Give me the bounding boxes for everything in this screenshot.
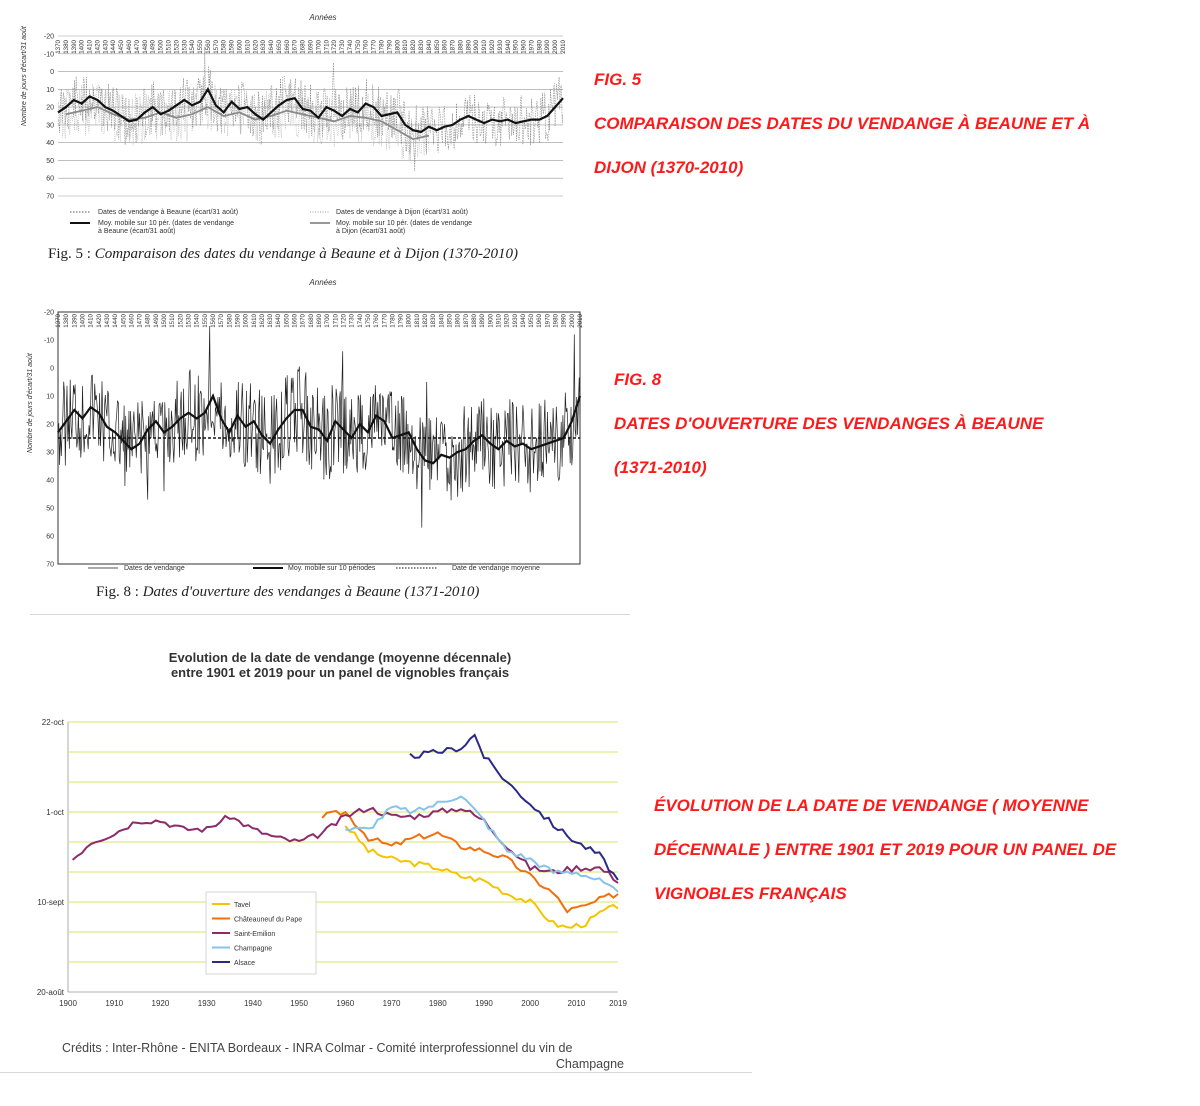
fig5-annual-dates <box>58 47 563 171</box>
evolution-y-tick: 22-oct <box>41 718 64 727</box>
fig5-year-tick: 1860 <box>441 40 449 54</box>
fig5-side-title-line-3: DIJON (1370-2010) <box>594 158 744 177</box>
fig8-year-tick: 1800 <box>405 314 413 328</box>
fig8-year-tick: 2010 <box>577 314 584 328</box>
fig5-year-tick: 1670 <box>291 40 299 54</box>
evolution-x-tick-labels <box>59 999 627 1008</box>
fig8-year-tick: 1750 <box>364 314 372 328</box>
fig8-year-tick: 1860 <box>454 314 462 328</box>
fig8-annual-line <box>59 326 580 528</box>
fig5-year-tick: 1700 <box>315 40 323 54</box>
fig8-year-tick: 1970 <box>544 314 552 328</box>
fig8-y-tick: -20 <box>43 309 54 317</box>
fig5-legend <box>70 209 472 235</box>
fig5-year-tick: 1370 <box>55 40 62 54</box>
fig8-y-tick: 70 <box>46 561 54 569</box>
evolution-title <box>0 650 680 680</box>
fig8-y-tick: 0 <box>50 365 54 373</box>
fig8-year-tick: 1590 <box>234 314 242 328</box>
evolution-side-title-line-2: DÉCENNALE ) ENTRE 1901 ET 2019 POUR UN PANEL DE <box>654 840 1117 859</box>
evolution-x-tick: 1910 <box>105 999 124 1008</box>
fig5-legend-beaune-mm-2: à Beaune (écart/31 août) <box>98 228 176 235</box>
fig8-year-tick: 1470 <box>136 314 144 328</box>
fig8-annual-dates <box>59 326 580 528</box>
fig5-y-tick: 0 <box>50 69 54 77</box>
fig8-year-tick: 1490 <box>152 314 160 328</box>
fig5-y-tick: 40 <box>46 140 54 148</box>
fig5-y-tick: -20 <box>43 33 54 41</box>
fig8-year-tick: 1480 <box>144 314 152 328</box>
evolution-y-tick-labels <box>37 718 65 997</box>
fig8-year-tick: 1540 <box>193 314 201 328</box>
fig8-year-tick: 1730 <box>348 314 356 328</box>
fig8-year-tick: 1640 <box>275 314 283 328</box>
fig8-y-axis-label: Nombre de jours d'écart/31 août <box>27 353 34 453</box>
evolution-legend-label-tavel: Tavel <box>234 902 251 909</box>
evolution-line-chateauneuf <box>322 811 618 912</box>
fig8-year-tick: 1530 <box>185 314 193 328</box>
fig8-year-tick: 1880 <box>470 314 478 328</box>
fig5-year-tick: 1820 <box>410 40 418 54</box>
evolution-legend-label-alsace: Alsace <box>234 960 256 967</box>
fig5-side-title-line-1: FIG. 5 <box>594 70 642 89</box>
fig5-year-tick: 1970 <box>528 40 536 54</box>
fig8-year-tick: 1460 <box>128 314 136 328</box>
evolution-chart <box>20 712 640 1018</box>
fig5-caption <box>48 246 518 263</box>
fig5-year-tick: 1560 <box>204 40 212 54</box>
fig5-legend-beaune-mm: Moy. mobile sur 10 pér. (dates de vendange <box>98 220 235 227</box>
fig8-year-tick: 1410 <box>87 314 95 328</box>
fig5-year-tick: 1440 <box>110 40 118 54</box>
fig5-caption-text: Comparaison des dates du vendange à Beaune et à Dijon (1370-2010) <box>94 246 518 262</box>
fig5-year-tick: 1850 <box>433 40 441 54</box>
fig5-year-tick: 1770 <box>370 40 378 54</box>
fig5-year-tick: 1550 <box>197 40 205 54</box>
fig5-year-tick: 1520 <box>173 40 181 54</box>
evolution-x-tick: 1980 <box>428 999 447 1008</box>
fig8-side-title-line-3: (1371-2010) <box>614 458 707 477</box>
fig5-year-tick: 1710 <box>323 40 331 54</box>
fig5-year-tick: 1730 <box>339 40 347 54</box>
fig8-side-title-line-2: DATES D'OUVERTURE DES VENDANGES À BEAUNE <box>614 414 1044 433</box>
fig8-year-tick: 1560 <box>209 314 217 328</box>
fig8-year-tick: 1380 <box>63 314 71 328</box>
fig5-y-axis-label: Nombre de jours d'écart/31 août <box>21 26 28 126</box>
evolution-x-tick: 2010 <box>567 999 586 1008</box>
fig5-year-tick: 1400 <box>78 40 86 54</box>
fig5-year-tick: 1720 <box>331 40 339 54</box>
fig8-year-tick: 1610 <box>250 314 258 328</box>
fig8-year-tick: 1520 <box>177 314 185 328</box>
fig5-legend-dijon-dates: Dates de vendange à Dijon (écart/31 août) <box>336 209 468 216</box>
fig5-year-tick: 1590 <box>228 40 236 54</box>
fig8-year-tick: 1420 <box>95 314 103 328</box>
fig5-year-tick: 1790 <box>386 40 394 54</box>
evolution-x-tick: 1960 <box>336 999 355 1008</box>
evolution-legend-label-chateauneuf: Châteauneuf du Pape <box>234 916 303 924</box>
evolution-line-tavel <box>345 826 618 928</box>
evolution-side-title-line-1: ÉVOLUTION DE LA DATE DE VENDANGE ( MOYENNE <box>654 796 1089 815</box>
evolution-x-tick: 1970 <box>382 999 401 1008</box>
fig5-year-tick: 1540 <box>189 40 197 54</box>
fig8-year-tick: 1960 <box>536 314 544 328</box>
fig8-year-tick: 1840 <box>438 314 446 328</box>
fig5-year-tick: 2010 <box>560 40 567 54</box>
fig5-year-tick: 1450 <box>118 40 126 54</box>
fig8-y-tick: 40 <box>46 477 54 485</box>
fig5-y-tick: 50 <box>46 157 54 165</box>
fig8-year-tick: 1850 <box>446 314 454 328</box>
fig8-year-tick: 1550 <box>201 314 209 328</box>
fig8-year-tick: 1690 <box>316 314 323 328</box>
fig8-year-tick: 1680 <box>307 314 315 328</box>
fig5-year-tick: 1830 <box>417 40 425 54</box>
fig5-year-tick: 1530 <box>181 40 189 54</box>
fig5-year-tick: 1640 <box>268 40 276 54</box>
fig5-year-tick: 1810 <box>402 40 410 54</box>
fig5-year-tick: 1690 <box>307 40 315 54</box>
fig5-legend-beaune-dates: Dates de vendange à Beaune (écart/31 août) <box>98 209 239 216</box>
fig8-caption-text: Dates d'ouverture des vendanges à Beaune (1371-2010) <box>142 584 480 600</box>
fig5-year-tick: 1990 <box>544 40 552 54</box>
fig8-year-tick: 1510 <box>169 314 177 328</box>
fig8-year-tick: 1440 <box>112 314 120 328</box>
fig5-side-title <box>594 58 1090 190</box>
fig8-top-axis-label: Années <box>309 278 337 287</box>
fig5-y-tick-labels <box>44 34 54 201</box>
fig5-y-tick: 10 <box>46 86 54 94</box>
fig5-year-tick: 1570 <box>212 40 220 54</box>
evolution-side-title-line-3: VIGNOBLES FRANÇAIS <box>654 884 847 903</box>
fig8-legend <box>88 565 540 572</box>
fig8-year-tick: 1400 <box>79 314 87 328</box>
fig8-year-tick: 1700 <box>324 314 332 328</box>
fig5-year-tick: 1380 <box>62 40 70 54</box>
fig5-year-tick: 1490 <box>149 40 157 54</box>
evolution-x-tick: 1940 <box>243 999 262 1008</box>
evolution-gridlines <box>68 722 618 992</box>
fig8-year-tick: 1990 <box>560 314 568 328</box>
fig5-year-tick: 1620 <box>252 40 260 54</box>
fig8-year-tick: 1870 <box>462 314 470 328</box>
fig8-year-tick: 1740 <box>356 314 364 328</box>
fig5-year-tick: 1890 <box>465 40 473 54</box>
fig5-y-tick: 60 <box>46 175 54 183</box>
fig8-year-tick: 2000 <box>568 314 576 328</box>
fig8-y-tick: 50 <box>46 505 54 513</box>
evolution-y-tick: 10-sept <box>37 898 64 907</box>
fig5-year-tick: 1480 <box>141 40 149 54</box>
fig8-side-title <box>614 358 1043 490</box>
fig8-year-tick: 1980 <box>552 314 560 328</box>
fig5-top-axis-label: Années <box>309 13 337 22</box>
evolution-series <box>73 735 618 928</box>
fig5-year-tick: 1930 <box>496 40 504 54</box>
fig5-y-tick: 30 <box>46 122 54 130</box>
fig8-year-tick: 1650 <box>283 314 291 328</box>
fig8-y-tick: 10 <box>46 393 54 401</box>
fig5-year-tick: 1900 <box>473 40 481 54</box>
fig8-y-tick-labels <box>44 310 54 569</box>
fig5-year-tick: 1750 <box>354 40 362 54</box>
fig8-caption <box>96 584 479 601</box>
fig8-year-tick: 1780 <box>389 314 397 328</box>
fig5-year-tick: 1410 <box>86 40 94 54</box>
evolution-legend-label-saint_emilion: Saint-Emilion <box>234 931 276 938</box>
fig5-year-tick: 1610 <box>244 40 252 54</box>
evolution-x-tick: 1900 <box>59 999 77 1008</box>
fig5-legend-dijon-mm-2: à Dijon (écart/31 août) <box>336 228 406 235</box>
fig5-year-tick: 1460 <box>126 40 134 54</box>
fig5-year-tick: 2000 <box>552 40 560 54</box>
fig8-caption-prefix: Fig. 8 : <box>96 584 143 600</box>
fig5-year-tick: 1740 <box>346 40 354 54</box>
fig8-year-tick: 1940 <box>519 314 527 328</box>
fig8-year-tick: 1660 <box>291 314 299 328</box>
fig5-year-tick: 1880 <box>457 40 465 54</box>
fig8-year-tick: 1950 <box>528 314 536 328</box>
fig5-year-tick: 1500 <box>157 40 165 54</box>
fig8-year-tick: 1500 <box>161 314 169 328</box>
fig8-year-tick: 1390 <box>71 314 79 328</box>
fig8-year-tick: 1370 <box>55 314 62 328</box>
fig5-year-tick: 1630 <box>260 40 268 54</box>
evolution-credits-line-1: Crédits : Inter-Rhône - ENITA Bordeaux - INRA Colmar - Comité interprofessionnel du vin de <box>62 1041 573 1055</box>
fig8-year-tick: 1890 <box>479 314 487 328</box>
fig5-year-tick: 1600 <box>236 40 244 54</box>
evolution-y-tick: 1-oct <box>46 808 64 817</box>
fig8-side-title-line-1: FIG. 8 <box>614 370 662 389</box>
fig5-year-tick: 1760 <box>362 40 370 54</box>
evolution-x-tick: 2000 <box>521 999 540 1008</box>
fig8-year-tick: 1830 <box>430 314 438 328</box>
evolution-x-tick: 1990 <box>475 999 493 1008</box>
fig5-year-tick-labels <box>55 39 567 53</box>
fig5-year-tick: 1430 <box>102 40 110 54</box>
fig8-year-tick: 1790 <box>397 314 405 328</box>
evolution-x-tick: 1920 <box>151 999 170 1008</box>
fig8-year-tick: 1720 <box>340 314 348 328</box>
fig8-year-tick: 1620 <box>258 314 266 328</box>
fig8-year-tick: 1910 <box>495 314 503 328</box>
fig8-legend-dates: Dates de vendange <box>124 565 185 572</box>
evolution-x-tick: 1950 <box>290 999 308 1008</box>
evolution-title-line-1: Evolution de la date de vendange (moyenne décennale) <box>168 650 512 665</box>
fig5-year-tick: 1980 <box>536 40 544 54</box>
fig5-year-tick: 1920 <box>488 40 496 54</box>
fig8-chart <box>18 278 584 578</box>
fig8-year-tick: 1920 <box>503 314 511 328</box>
fig5-y-tick: 20 <box>46 104 54 112</box>
fig8-y-tick: 30 <box>46 449 54 457</box>
fig5-year-tick: 1510 <box>165 40 173 54</box>
fig8-y-tick: 20 <box>46 421 54 429</box>
fig8-y-tick: 60 <box>46 533 54 541</box>
section-divider <box>30 614 630 615</box>
evolution-line-alsace <box>410 735 618 880</box>
fig5-y-tick: 70 <box>46 193 54 201</box>
evolution-legend-label-champagne: Champagne <box>234 945 273 953</box>
evolution-x-tick: 1930 <box>197 999 216 1008</box>
bottom-divider <box>0 1072 752 1073</box>
fig5-year-tick: 1780 <box>378 40 386 54</box>
fig8-year-tick: 1430 <box>103 314 111 328</box>
fig8-year-tick-labels <box>55 313 584 327</box>
fig5-caption-prefix: Fig. 5 : <box>48 246 95 262</box>
fig8-year-tick: 1710 <box>332 314 340 328</box>
fig8-year-tick: 1450 <box>120 314 128 328</box>
fig8-year-tick: 1600 <box>242 314 250 328</box>
fig8-legend-avg: Date de vendange moyenne <box>452 565 540 572</box>
fig8-year-tick: 1900 <box>487 314 495 328</box>
fig8-year-tick: 1820 <box>422 314 430 328</box>
fig5-year-tick: 1680 <box>299 40 307 54</box>
fig8-year-tick: 1770 <box>381 314 389 328</box>
fig8-year-tick: 1760 <box>373 314 381 328</box>
fig8-year-tick: 1630 <box>267 314 275 328</box>
fig8-y-tick: -10 <box>43 337 54 345</box>
fig8-year-tick: 1570 <box>218 314 226 328</box>
evolution-x-tick: 2019 <box>609 999 627 1008</box>
fig5-year-tick: 1650 <box>275 40 283 54</box>
fig5-year-tick: 1910 <box>481 40 489 54</box>
fig5-y-tick: -10 <box>43 51 54 59</box>
fig5-year-tick: 1950 <box>512 40 520 54</box>
fig8-year-tick: 1670 <box>299 314 307 328</box>
fig5-year-tick: 1580 <box>220 40 228 54</box>
evolution-credits <box>0 1040 624 1072</box>
fig5-year-tick: 1660 <box>283 40 291 54</box>
fig5-year-tick: 1420 <box>94 40 102 54</box>
fig5-year-tick: 1470 <box>133 40 141 54</box>
fig5-year-tick: 1390 <box>70 40 78 54</box>
fig5-year-tick: 1840 <box>425 40 433 54</box>
evolution-credits-line-2: Champagne <box>555 1057 624 1071</box>
fig5-year-tick: 1800 <box>394 40 402 54</box>
fig5-year-tick: 1870 <box>449 40 457 54</box>
fig5-year-tick: 1960 <box>520 40 528 54</box>
fig8-legend-mm: Moy. mobile sur 10 périodes <box>288 565 376 572</box>
evolution-title-line-2: entre 1901 et 2019 pour un panel de vignobles français <box>170 665 510 680</box>
evolution-y-tick: 20-août <box>36 988 64 997</box>
fig5-side-title-line-2: COMPARAISON DES DATES DU VENDANGE À BEAUNE ET À <box>594 114 1091 133</box>
fig5-chart <box>18 6 578 246</box>
fig5-year-tick: 1940 <box>504 40 512 54</box>
evolution-side-title <box>654 784 1116 916</box>
fig8-year-tick: 1930 <box>511 314 519 328</box>
fig8-year-tick: 1810 <box>413 314 421 328</box>
fig5-legend-dijon-mm: Moy. mobile sur 10 pér. (dates de vendange <box>336 220 473 227</box>
fig8-year-tick: 1580 <box>226 314 234 328</box>
